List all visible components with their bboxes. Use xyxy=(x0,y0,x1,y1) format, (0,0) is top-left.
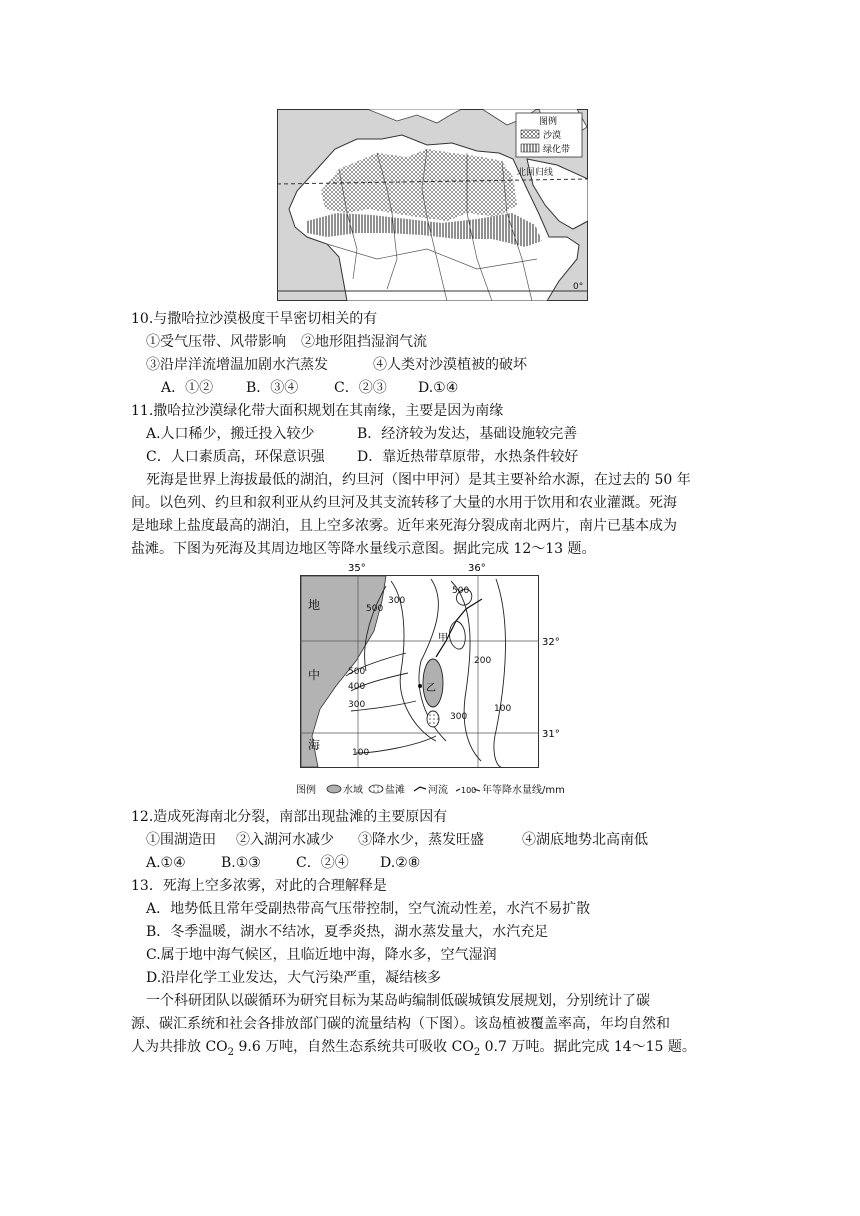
co2-subscript-2: 2 xyxy=(473,1046,481,1058)
q10-statement-2: ②地形阻挡湿润气流 xyxy=(301,334,427,350)
co2-subscript-1: 2 xyxy=(227,1046,235,1058)
river-swatch xyxy=(414,787,426,791)
q10-stem: 10.与撒哈拉沙漠极度干旱密切相关的有 xyxy=(131,311,378,327)
river-label: 甲 xyxy=(438,633,448,644)
q11-option-c[interactable]: C．人口素质高，环保意识强 xyxy=(146,449,325,465)
q12-option-a[interactable]: A.①④ xyxy=(146,855,186,871)
passage1-line-3: 是地球上盐度最高的湖泊，且上空多浓雾。近年来死海分裂成南北两片，南片已基本成为 xyxy=(131,518,677,534)
passage1-line-4: 盐滩。下图为死海及其周边地区等降水量线示意图。据此完成 12～13 题。 xyxy=(131,541,596,557)
q11-option-d[interactable]: D．靠近热带草原带，水热条件较好 xyxy=(357,449,579,465)
passage1-line-1: 死海是世界上海拔最低的湖泊，约旦河（图中甲河）是其主要补给水源，在过去的 50 年 xyxy=(146,472,691,488)
lat-32: 32° xyxy=(542,637,560,648)
legend2-iso: 年等降水量线/mm xyxy=(482,785,565,796)
lon-36: 36° xyxy=(468,563,486,574)
q13-option-b[interactable]: B．冬季温暖，湖水不结冰，夏季炎热，湖水蒸发量大，水汽充足 xyxy=(146,924,549,940)
q12-option-d[interactable]: D.②⑧ xyxy=(380,855,421,871)
legend-title: 图例 xyxy=(539,117,558,127)
desert-swatch xyxy=(521,130,539,138)
q13-option-c[interactable]: C.属于地中海气候区，且临近地中海，降水多，空气湿润 xyxy=(146,947,497,963)
iso-label-7: 300 xyxy=(348,700,366,710)
salt-flat xyxy=(427,711,439,727)
sahara-map-svg xyxy=(277,109,588,301)
q12-option-c[interactable]: C．②④ xyxy=(296,855,349,871)
iso-label-2: 300 xyxy=(388,596,406,606)
sea-char-2: 中 xyxy=(308,668,321,682)
legend-desert: 沙漠 xyxy=(543,131,562,141)
deadsea-map-svg xyxy=(296,561,596,801)
passage2-line-2: 源、碳汇系统和社会各排放部门碳的流量结构（下图）。该岛植被覆盖率高，年均自然和 xyxy=(131,1016,670,1032)
q10-statement-4: ④人类对沙漠植被的破坏 xyxy=(373,357,527,373)
passage2-line-1: 一个科研团队以碳循环为研究目标为某岛屿编制低碳城镇发展规划，分别统计了碳 xyxy=(146,993,650,1009)
salt-swatch xyxy=(369,785,383,793)
iso-label-10: 100 xyxy=(352,748,370,758)
passage2-line-3-b: 9.6 万吨，自然生态系统共可吸收 CO xyxy=(234,1039,474,1055)
sea-char-3: 海 xyxy=(308,738,321,752)
deadsea-legend xyxy=(296,783,565,796)
q10-statement-1: ①受气压带、风带影响 xyxy=(146,334,286,350)
q10-option-d[interactable]: D.①④ xyxy=(418,380,459,396)
iso-label-9: 100 xyxy=(494,704,512,714)
iso-label-5: 500 xyxy=(348,667,366,677)
q12-statement-1: ①围湖造田 xyxy=(146,832,216,848)
green-swatch xyxy=(521,144,539,152)
legend2-river: 河流 xyxy=(428,785,448,796)
q12-option-b[interactable]: B.①③ xyxy=(221,855,261,871)
lon-35: 35° xyxy=(348,563,366,574)
tropic-label: 北回归线 xyxy=(517,168,554,178)
deadsea-map xyxy=(296,561,596,801)
equator-label: 0° xyxy=(573,282,584,292)
iso-label-6: 400 xyxy=(348,682,366,692)
water-swatch xyxy=(327,785,341,793)
q13-option-a[interactable]: A．地势低且常年受副热带高气压带控制，空气流动性差，水汽不易扩散 xyxy=(146,901,591,917)
iso-label-8: 300 xyxy=(450,712,468,722)
iso-label-1: 500 xyxy=(366,604,384,614)
legend-green: 绿化带 xyxy=(543,145,571,155)
passage2-line-3-a: 人为共排放 CO xyxy=(131,1039,228,1055)
lake-label: 乙 xyxy=(426,683,436,694)
q10-option-a[interactable]: A．①② xyxy=(161,380,214,396)
sahara-legend xyxy=(516,113,582,157)
sahara-map xyxy=(277,109,588,301)
passage2-line-3 xyxy=(131,1038,696,1062)
q11-stem: 11.撒哈拉沙漠绿化带大面积规划在其南缘，主要是因为南缘 xyxy=(131,403,504,419)
q12-statement-3: ③降水少，蒸发旺盛 xyxy=(358,832,484,848)
q12-stem: 12.造成死海南北分裂，南部出现盐滩的主要原因有 xyxy=(131,809,448,825)
q10-statement-3: ③沿岸洋流增温加剧水汽蒸发 xyxy=(146,357,328,373)
q10-option-c[interactable]: C．②③ xyxy=(334,380,387,396)
legend2-iso-sample: 100 xyxy=(461,786,477,795)
q12-statement-4: ④湖底地势北高南低 xyxy=(522,832,648,848)
q10-option-b[interactable]: B．③④ xyxy=(246,380,299,396)
iso-label-3: 500 xyxy=(452,586,470,596)
passage2-line-3-c: 0.7 万吨。据此完成 14～15 题。 xyxy=(480,1039,696,1055)
q13-stem: 13．死海上空多浓雾，对此的合理解释是 xyxy=(131,878,387,894)
q13-option-d[interactable]: D.沿岸化学工业发达，大气污染严重，凝结核多 xyxy=(146,970,442,986)
q11-option-b[interactable]: B．经济较为发达，基础设施较完善 xyxy=(357,426,578,442)
legend2-title: 图例 xyxy=(296,785,316,796)
passage1-line-2: 间。以色列、约旦和叙利亚从约旦河及其支流转移了大量的水用于饮用和农业灌溉。死海 xyxy=(131,495,677,511)
q12-statement-2: ②入湖河水减少 xyxy=(236,832,334,848)
iso-label-4: 200 xyxy=(474,656,492,666)
legend2-salt: 盐滩 xyxy=(385,785,405,796)
sea-char-1: 地 xyxy=(308,598,321,612)
q11-option-a[interactable]: A.人口稀少，搬迁投入较少 xyxy=(146,426,315,442)
legend2-water: 水域 xyxy=(343,785,363,796)
lat-31: 31° xyxy=(542,729,560,740)
